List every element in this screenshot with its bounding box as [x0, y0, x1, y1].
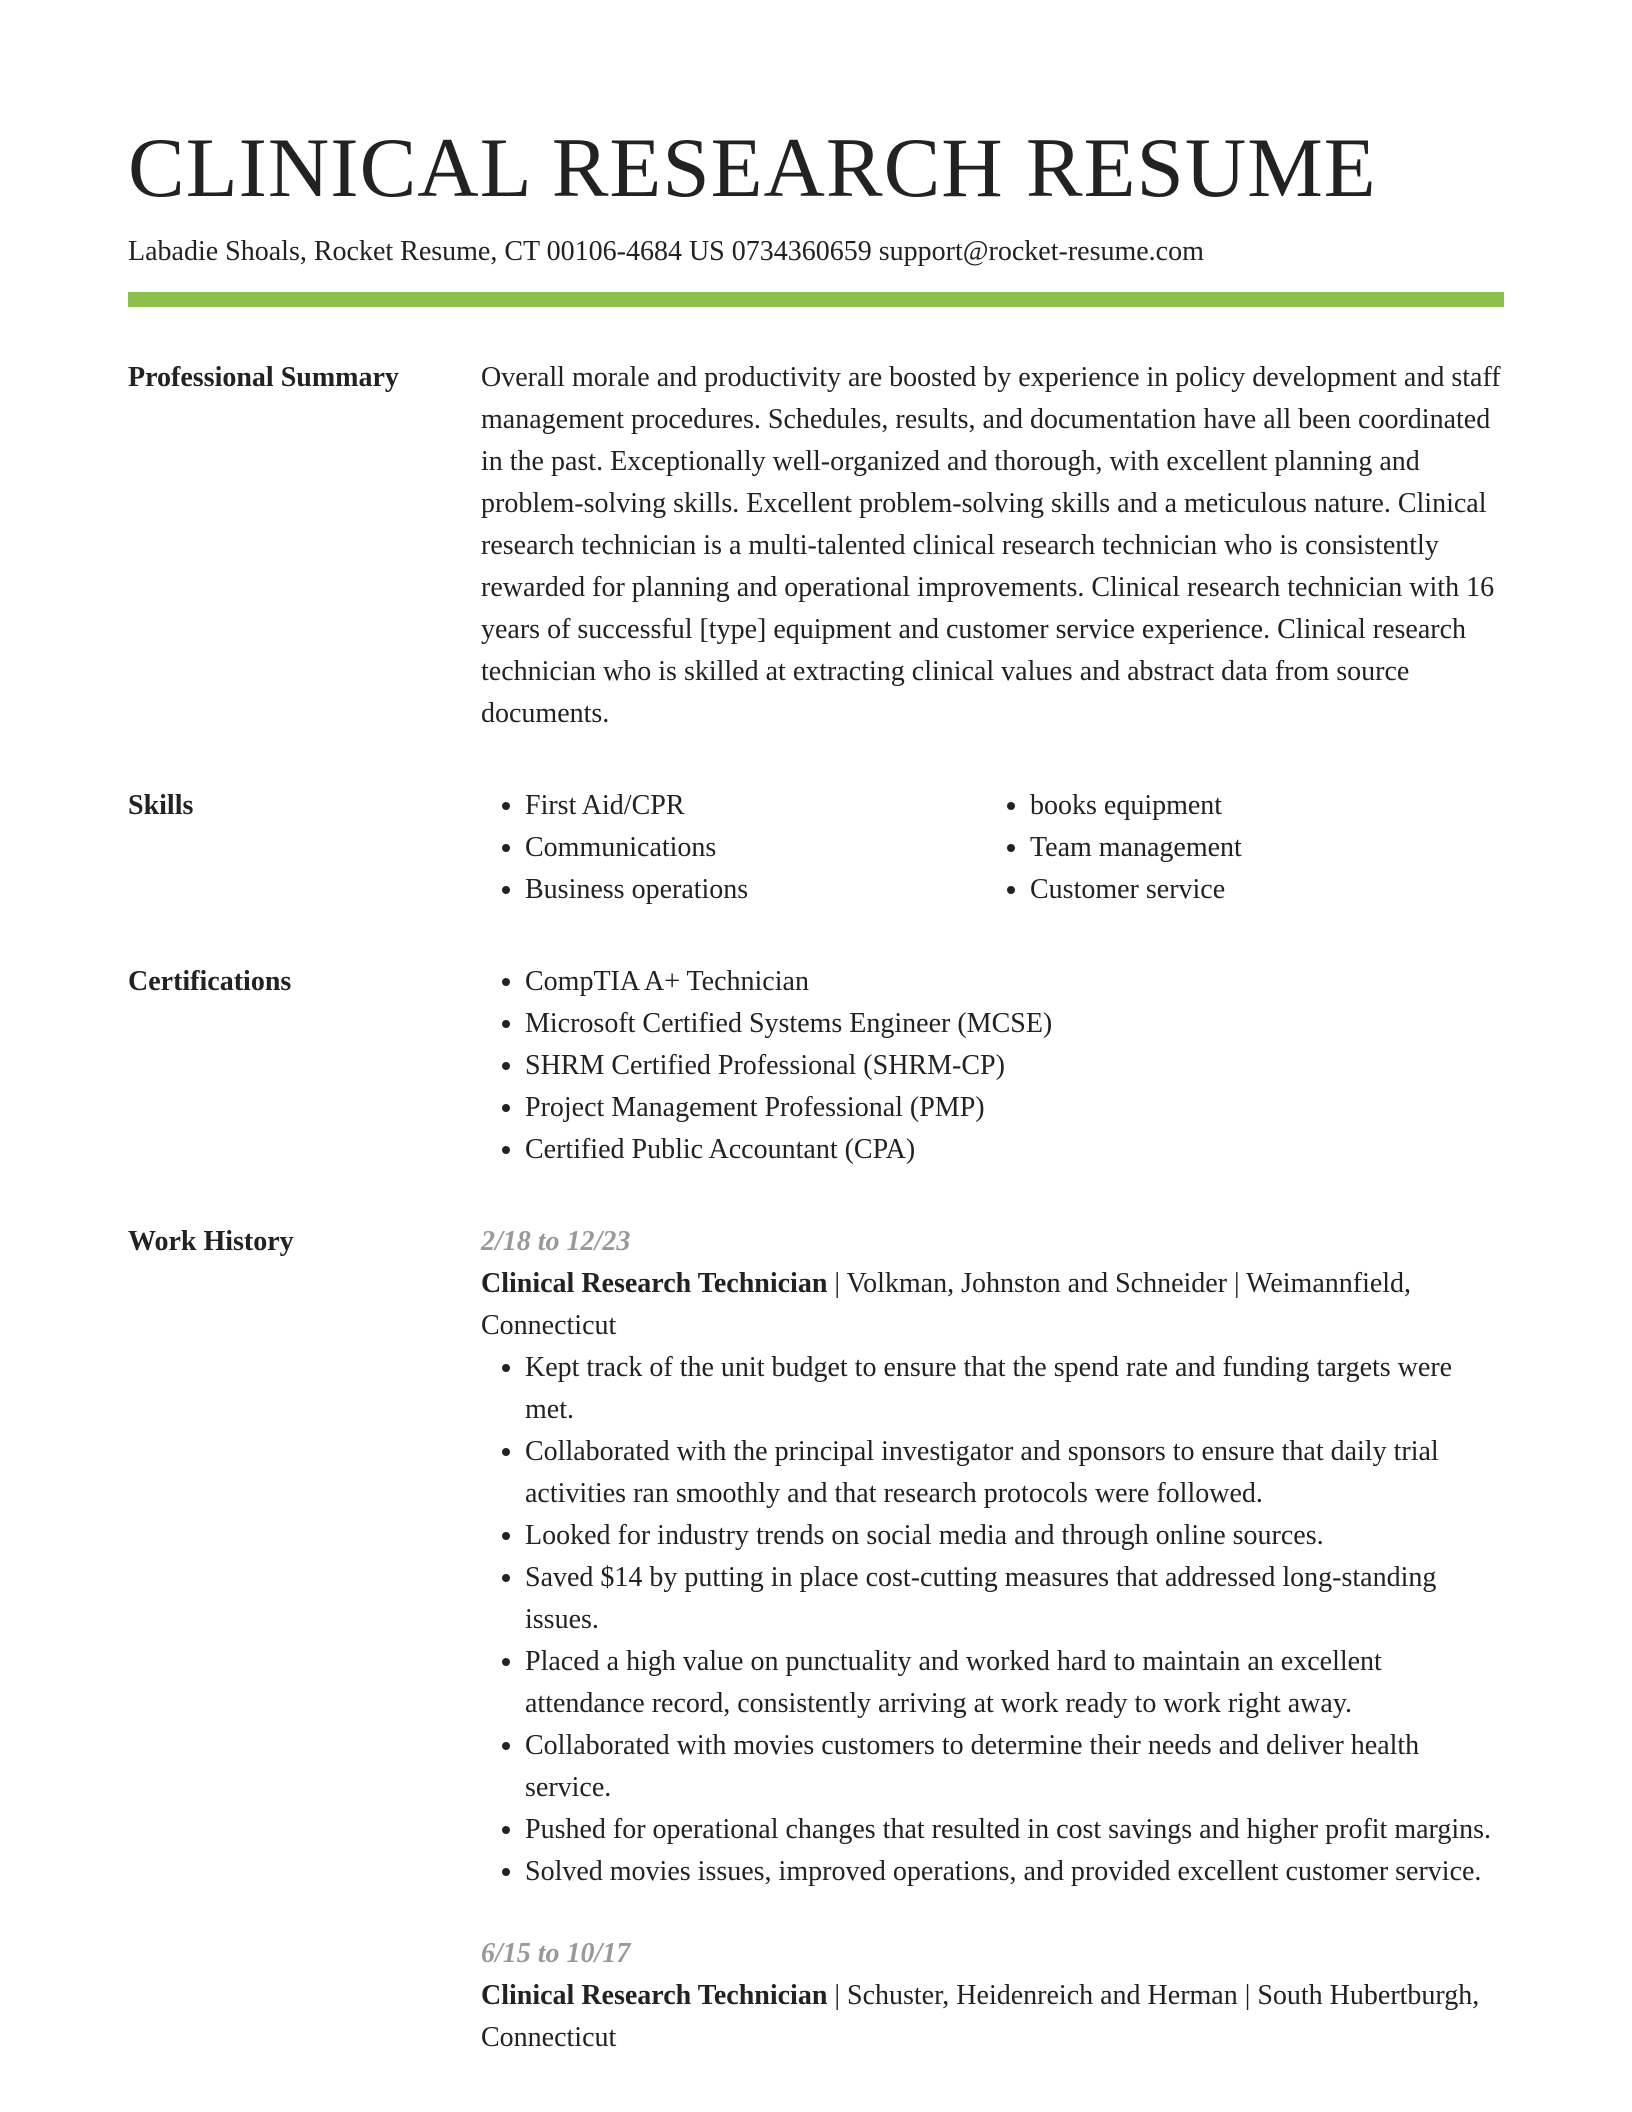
skill-item: • Team management: [1030, 827, 1504, 869]
summary-text: Overall morale and productivity are boosted by experience in policy development and staff management procedures. Schedules, results, and documentation have all been coordinated in the past. Exceptionally well-organized and thorough, with excellent planning and problem-solving skills. Excellent problem-solving skills and a meticulous nature. Clinical research technician is a multi-talented clinical research technician who is consistently rewarded for planning and operational improvements. Clinical research technician with 16 years of successful [type] equipment and customer service experience. Clinical research technician who is skilled at extracting clinical values and abstract data from source documents.: [481, 362, 1501, 729]
skill-item: • Business operations: [525, 869, 986, 911]
work-history-section: [128, 1221, 1504, 2059]
section-label-summary: Professional Summary: [128, 362, 399, 393]
certification-item: • CompTIA A+ Technician: [525, 961, 1504, 1003]
certification-item: • Project Management Professional (PMP): [525, 1087, 1504, 1129]
certifications-list: [481, 961, 1504, 1171]
job-entry: [481, 1933, 1504, 2059]
section-label-work-history: Work History: [128, 1226, 294, 1257]
job-heading: [481, 1263, 1504, 1347]
skill-item: • books equipment: [1030, 785, 1504, 827]
job-title: Clinical Research Technician: [481, 1268, 828, 1299]
resume-title: CLINICAL RESEARCH RESUME: [128, 121, 1377, 215]
job-duty: • Collaborated with movies customers to determine their needs and deliver health service.: [525, 1725, 1504, 1809]
accent-divider: [128, 292, 1504, 307]
job-duty: • Collaborated with the principal investigator and sponsors to ensure that daily trial activities ran smoothly and that research protocols were followed.: [525, 1431, 1504, 1515]
skill-item: • Communications: [525, 827, 986, 869]
contact-line: Labadie Shoals, Rocket Resume, CT 00106-4684 US 0734360659 support@rocket-resume.com: [128, 236, 1204, 267]
skill-item: • Customer service: [1030, 869, 1504, 911]
job-duty: • Looked for industry trends on social media and through online sources.: [525, 1515, 1504, 1557]
job-entry: [481, 1221, 1504, 1893]
skills-list-right: [986, 785, 1504, 911]
skills-list-left: [481, 785, 986, 911]
skill-item: • First Aid/CPR: [525, 785, 986, 827]
certification-item: • Microsoft Certified Systems Engineer (MCSE): [525, 1003, 1504, 1045]
job-duty: • Kept track of the unit budget to ensure that the spend rate and funding targets were met.: [525, 1347, 1504, 1431]
job-dates: 2/18 to 12/23: [481, 1226, 631, 1257]
job-duty: • Placed a high value on punctuality and worked hard to maintain an excellent attendance record, consistently arriving at work ready to work right away.: [525, 1641, 1504, 1725]
job-employer-location: | Volkman, Johnston and Schneider | Weimannfield, Connecticut: [481, 1268, 1412, 1341]
section-label-skills: Skills: [128, 790, 194, 821]
job-heading: [481, 1975, 1504, 2059]
job-employer-location: | Schuster, Heidenreich and Herman | South Hubertburgh, Connecticut: [481, 1980, 1480, 2053]
job-duty: • Solved movies issues, improved operations, and provided excellent customer service.: [525, 1851, 1504, 1893]
certifications-section: [128, 961, 1504, 1171]
certification-item: • Certified Public Accountant (CPA): [525, 1129, 1504, 1171]
job-duty: • Pushed for operational changes that resulted in cost savings and higher profit margins.: [525, 1809, 1504, 1851]
skills-section: [128, 785, 1504, 911]
job-duty: • Saved $14 by putting in place cost-cutting measures that addressed long-standing issues.: [525, 1557, 1504, 1641]
job-title: Clinical Research Technician: [481, 1980, 828, 2011]
section-label-certifications: Certifications: [128, 966, 292, 997]
certification-item: • SHRM Certified Professional (SHRM-CP): [525, 1045, 1504, 1087]
job-duties-list: [481, 1347, 1504, 1893]
job-dates: 6/15 to 10/17: [481, 1938, 631, 1969]
professional-summary-section: [128, 357, 1504, 735]
